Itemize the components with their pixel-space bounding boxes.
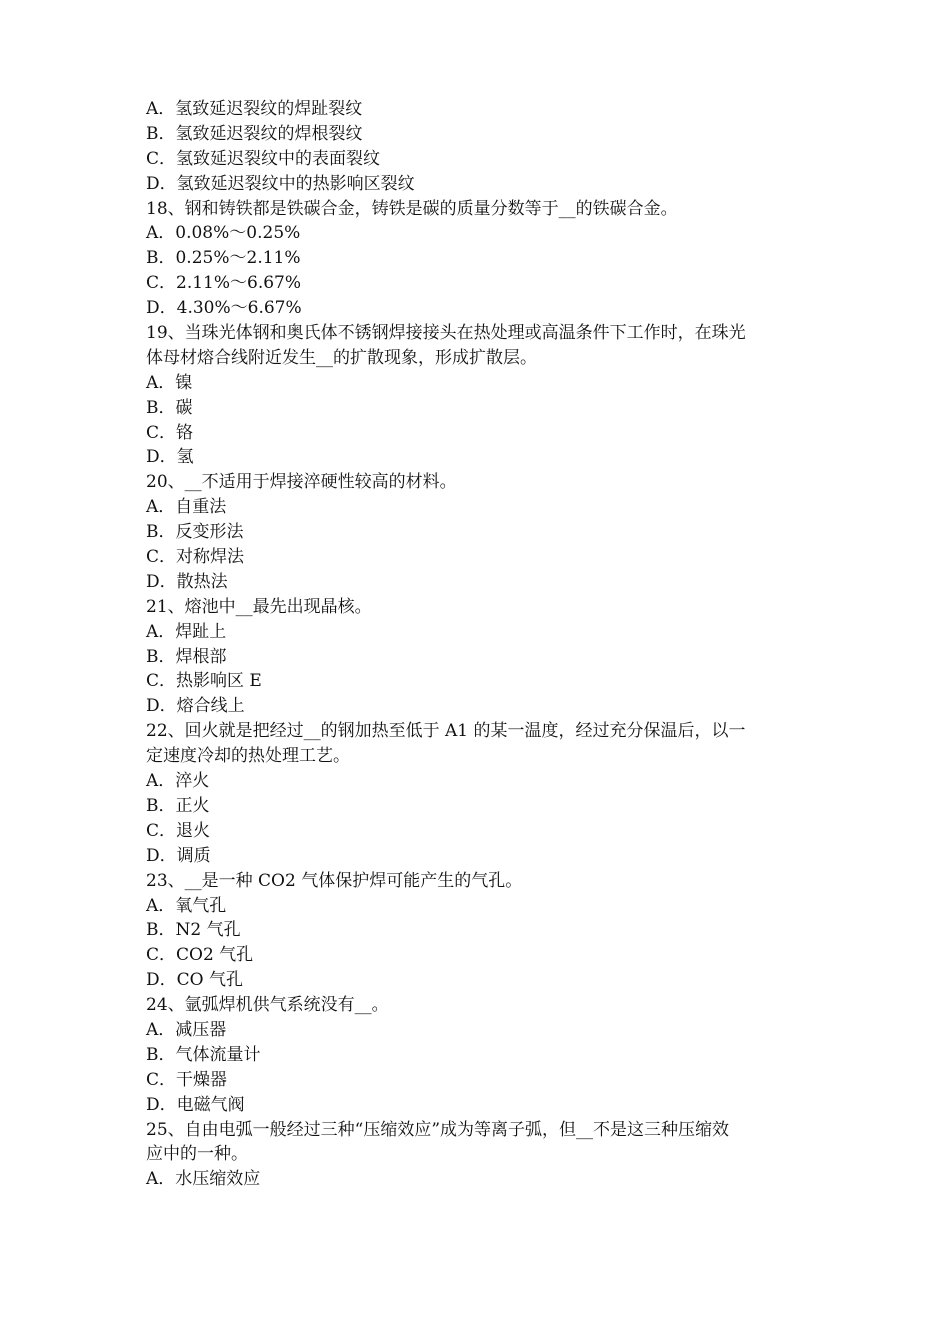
text-line: B．N2 气孔 [146, 920, 241, 941]
question-line: 应中的一种。 [146, 1144, 248, 1165]
text-line: D．调质 [146, 845, 211, 866]
text-line: C．CO2 气孔 [146, 945, 254, 966]
text-line: A．镍 [146, 372, 193, 393]
text-line: C．铬 [146, 422, 194, 443]
question-line: 18、钢和铸铁都是铁碳合金，铸铁是碳的质量分数等于__的铁碳合金。 [146, 198, 678, 219]
text-line: A．水压缩效应 [146, 1169, 261, 1190]
text-line: D．氢致延迟裂纹中的热影响区裂纹 [146, 173, 415, 194]
text-line: A．淬火 [146, 771, 210, 792]
text-line: D．CO 气孔 [146, 970, 243, 991]
text-line: A．0.08%～0.25% [146, 223, 301, 244]
text-line: C．对称焊法 [146, 547, 245, 568]
document-page [146, 97, 810, 1192]
text-line: D．电磁气阀 [146, 1094, 245, 1115]
text-line: B．反变形法 [146, 522, 244, 543]
text-line: C．退火 [146, 820, 211, 841]
text-line: A．氧气孔 [146, 895, 227, 916]
text-line: B．正火 [146, 795, 210, 816]
question-line: 定速度冷却的热处理工艺。 [146, 746, 350, 767]
question-line: 24、氩弧焊机供气系统没有__。 [146, 995, 389, 1016]
text-line: C．热影响区 E [146, 671, 262, 692]
text-line: C．2.11%～6.67% [146, 273, 302, 294]
question-line: 22、回火就是把经过__的钢加热至低于 A1 的某一温度，经过充分保温后，以一 [146, 721, 746, 742]
text-line: C．干燥器 [146, 1069, 228, 1090]
text-line: C．氢致延迟裂纹中的表面裂纹 [146, 148, 381, 169]
text-line: B．气体流量计 [146, 1044, 261, 1065]
text-line: A．氢致延迟裂纹的焊趾裂纹 [146, 99, 363, 119]
text-line: A．焊趾上 [146, 621, 227, 642]
question-line: 23、__是一种 CO2 气体保护焊可能产生的气孔。 [146, 870, 523, 891]
question-line: 体母材熔合线附近发生__的扩散现象，形成扩散层。 [146, 347, 537, 368]
question-line: 20、__不适用于焊接淬硬性较高的材料。 [146, 472, 457, 493]
text-line: D．氢 [146, 447, 194, 468]
text-line: B．碳 [146, 397, 193, 418]
text-line: B．焊根部 [146, 646, 227, 667]
text-line: D．散热法 [146, 571, 228, 592]
text-line: B．氢致延迟裂纹的焊根裂纹 [146, 123, 363, 144]
text-line: A．减压器 [146, 1019, 227, 1040]
text-line: A．自重法 [146, 497, 227, 518]
question-line: 25、自由电弧一般经过三种“压缩效应”成为等离子弧，但__不是这三种压缩效 [146, 1119, 730, 1140]
text-line: D．熔合线上 [146, 696, 245, 717]
question-line: 21、熔池中__最先出现晶核。 [146, 596, 372, 617]
text-line: D．4.30%～6.67% [146, 298, 302, 319]
text-line: B．0.25%～2.11% [146, 248, 301, 269]
question-line: 19、当珠光体钢和奥氏体不锈钢焊接接头在热处理或高温条件下工作时，在珠光 [146, 323, 746, 344]
